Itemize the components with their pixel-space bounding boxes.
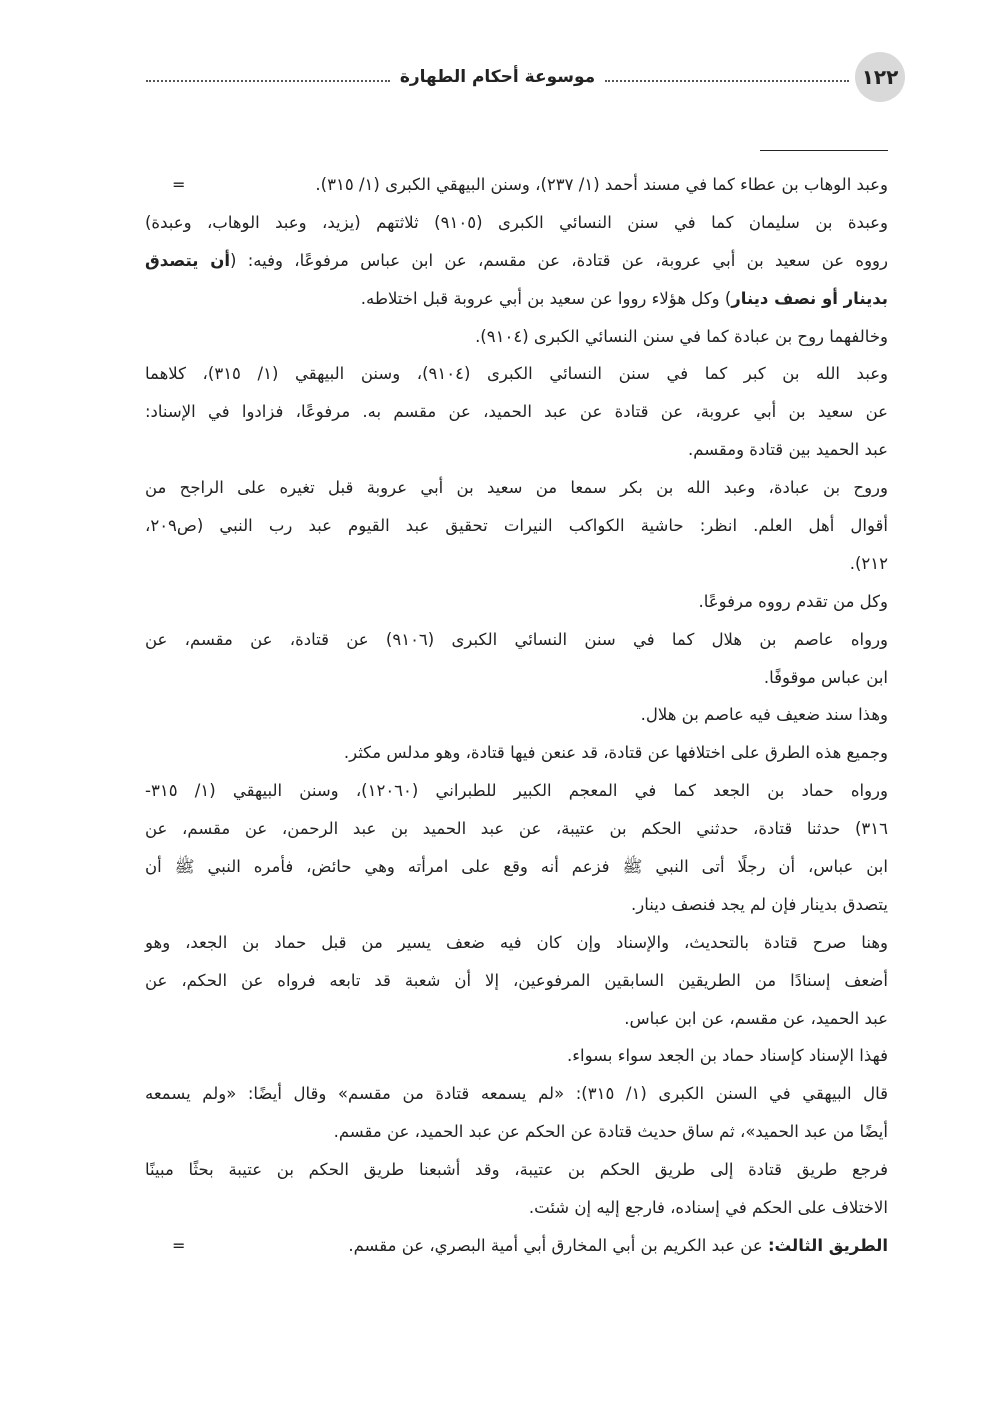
text-segment: ورواه عاصم بن هلال كما في سنن النسائي الكبرى (٩١٠٦) عن قتادة، عن مقسم، عن (145, 629, 889, 649)
header-dotted-line (146, 80, 390, 82)
book-title: موسوعة أحكام الطهارة (399, 67, 596, 87)
continuation-mark-bottom: = (172, 1236, 186, 1255)
text-line (145, 507, 888, 545)
text-segment: عبد الحميد بين قتادة ومقسم. (687, 440, 888, 460)
text-segment: ٢١٢). (849, 553, 888, 573)
footnote-separator (760, 150, 888, 151)
text-segment: أيضًا من عبد الحميد»، ثم ساق حديث قتادة عن الحكم عن عبد الحميد، عن مقسم. (333, 1122, 888, 1142)
text-segment: يتصدق بدينار فإن لم يجد فنصف دينار. (631, 894, 888, 914)
text-segment: عن عبد الكريم بن أبي المخارق أبي أمية البصري، عن مقسم. (348, 1235, 768, 1255)
text-line (145, 1075, 888, 1113)
text-line (145, 545, 888, 583)
page-number: ١٢٢ (855, 52, 905, 102)
text-line (145, 696, 888, 734)
text-line (145, 1000, 888, 1038)
text-line (145, 1227, 888, 1265)
text-line (145, 924, 888, 962)
text-line (145, 393, 888, 431)
footnote-text (145, 166, 888, 1265)
text-segment: وعبد الوهاب بن عطاء كما في مسند أحمد (١/ ٢٣٧)، وسنن البيهقي الكبرى (١/ ٣١٥). (315, 175, 888, 194)
text-segment: وعبدة بن سليمان كما في سنن النسائي الكبرى (٩١٠٥) ثلاثتهم (يزيد، وعبد الوهاب، وعبدة) (145, 212, 888, 232)
bold-text: الطريق الثالث: (767, 1235, 888, 1255)
text-line (145, 621, 888, 659)
text-segment: ابن عباس موقوفًا. (763, 667, 888, 687)
text-segment: قال البيهقي في السنن الكبرى (١/ ٣١٥): «لم يسمعه قتادة من مقسم» وقال أيضًا: «ولم يسمعه (145, 1084, 888, 1104)
text-line (145, 166, 888, 204)
text-segment: عن سعيد بن أبي عروبة، عن قتادة عن عبد الحميد، عن مقسم به. مرفوعًا، فزادوا في الإسناد: (145, 402, 888, 422)
text-segment: رووه عن سعيد بن أبي عروبة، عن قتادة، عن مقسم، عن ابن عباس مرفوعًا، وفيه: ( (230, 250, 888, 270)
text-line (145, 469, 888, 507)
continuation-mark-top: = (172, 175, 186, 194)
text-line (145, 734, 888, 772)
text-segment: فهذا الإسناد كإسناد حماد بن الجعد سواء بسواء. (567, 1046, 888, 1066)
text-line (145, 280, 888, 318)
text-segment: أقوال أهل العلم. انظر: حاشية الكواكب النيرات تحقيق عبد القيوم عبد رب النبي (ص٢٠٩، (145, 516, 888, 536)
text-line (145, 431, 888, 469)
text-line (145, 1151, 888, 1189)
text-line (145, 1189, 888, 1227)
text-segment: الاختلاف على الحكم في إسناده، فارجع إليه إن شئت. (528, 1198, 888, 1218)
text-segment: وروح بن عبادة، وعبد الله بن بكر سمعا من سعيد بن أبي عروبة قبل تغيره على الراجح من (145, 478, 888, 498)
bold-text: بدينار أو نصف دينار (731, 288, 888, 308)
page-header (140, 52, 905, 102)
text-segment: ) وكل هؤلاء رووا عن سعيد بن أبي عروبة قبل اختلاطه. (360, 288, 732, 308)
text-line (145, 810, 888, 848)
text-segment: وهنا صرح قتادة بالتحديث، والإسناد وإن كان فيه ضعف يسير من قبل حماد بن الجعد، وهو (145, 932, 888, 952)
text-line (145, 848, 888, 886)
text-segment: فرجع طريق قتادة إلى طريق الحكم بن عتيبة، وقد أشبعنا طريق الحكم بن عتيبة بحثًا مبينًا (145, 1160, 888, 1180)
text-segment: ابن عباس، أن رجلًا أتى النبي ﷺ فزعم أنه وقع على امرأته وهي حائض، فأمره النبي ﷺ أن (145, 857, 888, 877)
text-segment: وكل من تقدم رووه مرفوعًا. (698, 591, 888, 611)
text-line (145, 204, 888, 242)
text-line (145, 1113, 888, 1151)
text-line (145, 772, 888, 810)
bold-text: أن يتصدق (145, 250, 230, 270)
text-segment: ٣١٦) حدثنا قتادة، حدثني الحكم بن عتيبة، عن عبد الحميد بن عبد الرحمن، عن مقسم، عن (145, 819, 888, 839)
text-line (145, 318, 888, 356)
text-segment: ورواه حماد بن الجعد كما في المعجم الكبير للطبراني (١٢٠٦٠)، وسنن البيهقي (١/ ٣١٥- (145, 781, 888, 801)
text-line (145, 583, 888, 621)
text-line (145, 1037, 888, 1075)
text-segment: وخالفهما روح بن عبادة كما في سنن النسائي الكبرى (٩١٠٤). (475, 326, 888, 346)
text-segment: وهذا سند ضعيف فيه عاصم بن هلال. (640, 705, 888, 725)
header-dotted-line (605, 80, 849, 82)
text-segment: أضعف إسنادًا من الطريقين السابقين المرفوعين، إلا أن شعبة قد تابعه فرواه عن الحكم، عن (145, 970, 888, 990)
text-line (145, 962, 888, 1000)
text-line (145, 242, 888, 280)
text-line (145, 355, 888, 393)
text-line (145, 886, 888, 924)
text-segment: عبد الحميد، عن مقسم، عن ابن عباس. (624, 1008, 888, 1028)
text-segment: وجميع هذه الطرق على اختلافها عن قتادة، قد عنعن فيها قتادة، وهو مدلس مكثر. (343, 743, 888, 763)
text-line (145, 659, 888, 697)
text-segment: وعبد الله بن كبر كما في سنن النسائي الكبرى (٩١٠٤)، وسنن البيهقي (١/ ٣١٥)، كلاهما (145, 364, 889, 384)
